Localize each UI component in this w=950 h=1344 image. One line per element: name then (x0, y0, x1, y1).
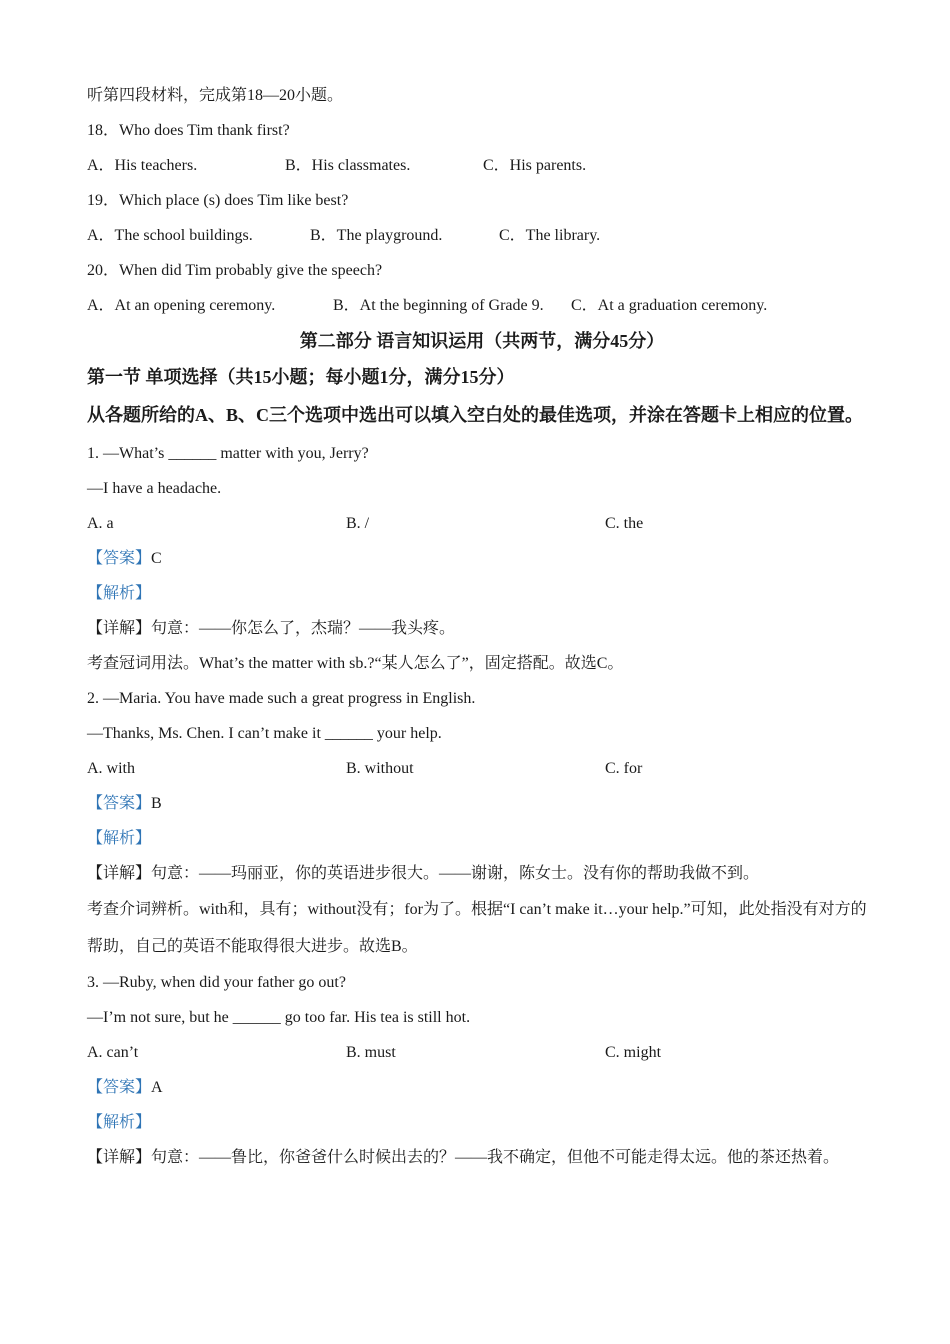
question-3-line1: 3. —Ruby, when did your father go out? (87, 974, 346, 991)
question-3-answer (87, 1070, 877, 1105)
answer-tag: 【答案】 (87, 1079, 152, 1096)
question-1-answer (87, 541, 877, 576)
question-2-answer (87, 786, 877, 821)
question-1-explain: 考查冠词用法。What’s the matter with sb.?“某人怎么了”，固定搭配。故选C。 (87, 655, 624, 672)
question-18-options (87, 148, 877, 183)
answer-value: B (151, 795, 162, 812)
question-20-stem: 20．When did Tim probably give the speech? (87, 262, 383, 279)
question-1-line1: 1. —What’s ______ matter with you, Jerry? (87, 445, 369, 462)
option-c: C．His parents. (483, 157, 587, 174)
question-19-stem: 19．Which place (s) does Tim like best? (87, 192, 349, 209)
question-2-line2: —Thanks, Ms. Chen. I can’t make it ______ your help. (87, 725, 442, 742)
answer-tag: 【答案】 (87, 550, 152, 567)
option-c: C. might (605, 1044, 662, 1061)
question-1-analysis-tag: 【解析】 (87, 585, 152, 602)
listening-intro: 听第四段材料，完成第18—20小题。 (87, 87, 344, 104)
option-a: A．At an opening ceremony. (87, 297, 276, 314)
option-b: B．His classmates. (285, 157, 411, 174)
question-2-line1: 2. —Maria. You have made such a great progress in English. (87, 690, 476, 707)
question-2-analysis-tag: 【解析】 (87, 830, 152, 847)
question-20-options (87, 288, 877, 323)
option-c: C．The library. (499, 227, 601, 244)
section-instruction: 从各题所给的A、B、C三个选项中选出可以填入空白处的最佳选项，并涂在答题卡上相应的位置。 (87, 405, 863, 425)
question-3-detail: 【详解】句意：——鲁比，你爸爸什么时候出去的？——我不确定，但他不可能走得太远。他的茶还热着。 (87, 1149, 840, 1166)
question-3-line2: —I’m not sure, but he ______ go too far. His tea is still hot. (87, 1009, 471, 1026)
answer-value: A (151, 1079, 163, 1096)
option-c: C．At a graduation ceremony. (571, 297, 768, 314)
option-b: B．The playground. (310, 227, 443, 244)
section-title: 第一节 单项选择（共15小题；每小题1分，满分15分） (87, 367, 515, 387)
document-page (87, 78, 877, 1175)
option-a: A. with (87, 760, 135, 777)
option-a: A. a (87, 515, 114, 532)
question-2-explain: 考查介词辨析。with和，具有；without没有；for为了。根据“I can’t make it…your help.”可知，此处指没有对方的帮助，自己的英语不能取得很大进步。故选B。 (87, 901, 867, 955)
question-1-line2: —I have a headache. (87, 480, 222, 497)
option-c: C. for (605, 760, 643, 777)
option-b: B. without (346, 760, 414, 777)
question-2-options (87, 751, 877, 786)
option-a: A．His teachers. (87, 157, 198, 174)
question-2-detail: 【详解】句意：——玛丽亚，你的英语进步很大。——谢谢，陈女士。没有你的帮助我做不到。 (87, 865, 760, 882)
question-1-options (87, 506, 877, 541)
question-3-options (87, 1035, 877, 1070)
part-title: 第二部分 语言知识运用（共两节，满分45分） (299, 331, 665, 351)
question-3-analysis-tag: 【解析】 (87, 1114, 152, 1131)
question-1-detail: 【详解】句意：——你怎么了，杰瑞？——我头疼。 (87, 620, 456, 637)
answer-tag: 【答案】 (87, 795, 152, 812)
option-a: A．The school buildings. (87, 227, 253, 244)
option-b: B. / (346, 515, 370, 532)
option-c: C. the (605, 515, 644, 532)
question-18-stem: 18．Who does Tim thank first? (87, 122, 290, 139)
option-b: B. must (346, 1044, 396, 1061)
option-b: B．At the beginning of Grade 9. (333, 297, 544, 314)
answer-value: C (151, 550, 162, 567)
option-a: A. can’t (87, 1044, 139, 1061)
question-19-options (87, 218, 877, 253)
